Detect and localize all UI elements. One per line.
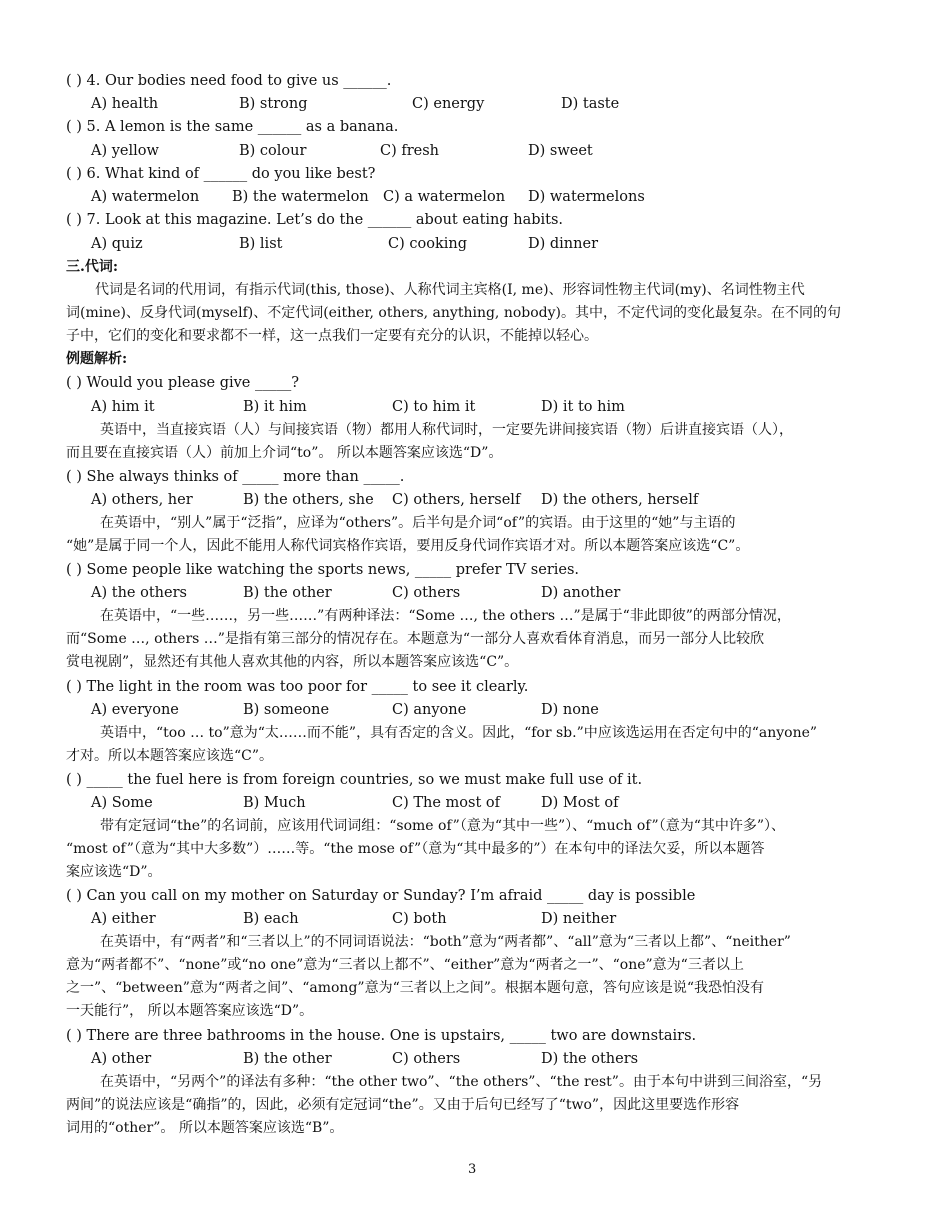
- example-7-option-a: A) other: [91, 1051, 152, 1067]
- question-7-option-b: B) list: [239, 236, 283, 252]
- example-2-option-d: D) the others, herself: [541, 492, 699, 508]
- example-5-explanation-2: “most of”（意为“其中大多数”）……等。“the mose of”（意为“其中最多的”）在本句中的译法欠妥，所以本题答: [66, 841, 765, 857]
- example-1-option-d: D) it to him: [541, 399, 625, 415]
- section-intro-line-1: 代词是名词的代用词，有指示代词(this, those)、人称代词主宾格(I, me)、形容词性物主代词(my)、名词性物主代: [95, 282, 805, 298]
- example-7-option-b: B) the other: [243, 1051, 332, 1067]
- example-2-option-a: A) others, her: [91, 492, 193, 508]
- example-1-option-c: C) to him it: [392, 399, 476, 415]
- example-6-option-c: C) both: [392, 911, 447, 927]
- question-5-option-c: C) fresh: [380, 143, 440, 159]
- question-6-option-c: C) a watermelon: [383, 189, 506, 205]
- example-heading: 例题解析:: [66, 351, 128, 367]
- question-4-option-a: A) health: [91, 96, 159, 112]
- example-3-explanation-1: 在英语中，“一些……，另一些……”有两种译法：“Some …, the others …”是属于“非此即彼”的两部分情况，: [100, 608, 791, 624]
- example-4-option-d: D) none: [541, 702, 599, 718]
- example-5-option-d: D) Most of: [541, 795, 619, 811]
- example-7-explanation-1: 在英语中，“另两个”的译法有多种：“the other two”、“the others”、“the rest”。由于本句中讲到三间浴室，“另: [100, 1074, 823, 1090]
- example-4-option-c: C) anyone: [392, 702, 467, 718]
- example-2-stem: ( ) She always thinks of _____ more than _____.: [66, 469, 405, 485]
- example-3-option-b: B) the other: [243, 585, 332, 601]
- example-6-option-b: B) each: [243, 911, 299, 927]
- question-6-option-a: A) watermelon: [91, 189, 200, 205]
- example-5-option-b: B) Much: [243, 795, 306, 811]
- example-4-explanation-2: 才对。所以本题答案应该选“C”。: [66, 748, 274, 764]
- example-4-stem: ( ) The light in the room was too poor for _____ to see it clearly.: [66, 679, 529, 695]
- question-7-option-a: A) quiz: [91, 236, 143, 252]
- example-6-stem: ( ) Can you call on my mother on Saturday or Sunday? I’m afraid _____ day is possible: [66, 888, 696, 904]
- question-5-option-a: A) yellow: [91, 143, 159, 159]
- question-7-option-d: D) dinner: [528, 236, 599, 252]
- section-intro-line-3: 子中，它们的变化和要求都不一样，这一点我们一定要有充分的认识，不能掉以轻心。: [66, 328, 598, 344]
- example-2-explanation-1: 在英语中，“别人”属于“泛指”，应译为“others”。后半句是介词“of”的宾语。由于这里的“她”与主语的: [100, 515, 736, 531]
- example-6-option-a: A) either: [91, 911, 156, 927]
- question-6-stem: ( ) 6. What kind of ______ do you like best?: [66, 166, 376, 182]
- example-5-explanation-3: 案应该选“D”。: [66, 864, 162, 880]
- example-4-option-b: B) someone: [243, 702, 330, 718]
- question-6-option-b: B) the watermelon: [232, 189, 369, 205]
- question-5-option-b: B) colour: [239, 143, 307, 159]
- example-3-option-c: C) others: [392, 585, 461, 601]
- section-intro-line-2: 词(mine)、反身代词(myself)、不定代词(either, others, anything, nobody)。其中，不定代词的变化最复杂。在不同的句: [66, 305, 841, 321]
- example-1-option-b: B) it him: [243, 399, 307, 415]
- example-7-option-c: C) others: [392, 1051, 461, 1067]
- question-4-option-b: B) strong: [239, 96, 308, 112]
- example-3-option-a: A) the others: [91, 585, 187, 601]
- question-5-option-d: D) sweet: [528, 143, 593, 159]
- example-7-explanation-3: 词用的“other”。 所以本题答案应该选“B”。: [66, 1120, 344, 1136]
- example-5-explanation-1: 带有定冠词“the”的名词前，应该用代词词组：“some of”（意为“其中一些”）、“much of”（意为“其中许多”）、: [100, 818, 786, 834]
- example-1-explanation-2: 而且要在直接宾语（人）前加上介词“to”。 所以本题答案应该选“D”。: [66, 445, 503, 461]
- example-3-stem: ( ) Some people like watching the sports news, _____ prefer TV series.: [66, 562, 580, 578]
- example-5-option-c: C) The most of: [392, 795, 501, 811]
- example-6-explanation-1: 在英语中，有“两者”和“三者以上”的不同词语说法：“both”意为“两者都”、“all”意为“三者以上都”、“neither”: [100, 934, 791, 950]
- example-6-explanation-2: 意为“两者都不”、“none”或“no one”意为“三者以上都不”、“either”意为“两者之一”、“one”意为“三者以上: [66, 957, 744, 973]
- section-title: 三.代词:: [66, 259, 119, 275]
- example-6-explanation-3: 之一”、“between”意为“两者之间”、“among”意为“三者以上之间”。根据本题句意，答句应该是说“我恐怕没有: [66, 980, 765, 996]
- example-1-explanation-1: 英语中，当直接宾语（人）与间接宾语（物）都用人称代词时，一定要先讲间接宾语（物）后讲直接宾语（人），: [100, 422, 793, 438]
- question-6-option-d: D) watermelons: [528, 189, 645, 205]
- example-5-option-a: A) Some: [91, 795, 153, 811]
- question-7-stem: ( ) 7. Look at this magazine. Let’s do the ______ about eating habits.: [66, 212, 564, 228]
- question-4-option-c: C) energy: [412, 96, 485, 112]
- example-4-explanation-1: 英语中，“too … to”意为“太……而不能”，具有否定的含义。因此，“for sb.”中应该选运用在否定句中的“anyone”: [100, 725, 818, 741]
- example-1-stem: ( ) Would you please give _____?: [66, 375, 300, 391]
- example-1-option-a: A) him it: [91, 399, 155, 415]
- example-2-option-c: C) others, herself: [392, 492, 521, 508]
- example-2-option-b: B) the others, she: [243, 492, 374, 508]
- example-6-option-d: D) neither: [541, 911, 617, 927]
- example-7-option-d: D) the others: [541, 1051, 639, 1067]
- example-3-explanation-3: 赏电视剧”，显然还有其他人喜欢其他的内容，所以本题答案应该选“C”。: [66, 654, 519, 670]
- example-4-option-a: A) everyone: [91, 702, 179, 718]
- question-7-option-c: C) cooking: [388, 236, 467, 252]
- question-5-stem: ( ) 5. A lemon is the same ______ as a banana.: [66, 119, 399, 135]
- page-number: 3: [468, 1162, 477, 1177]
- question-4-option-d: D) taste: [561, 96, 620, 112]
- example-5-stem: ( ) _____ the fuel here is from foreign countries, so we must make full use of it.: [66, 772, 643, 788]
- example-3-option-d: D) another: [541, 585, 621, 601]
- example-2-explanation-2: “她”是属于同一个人，因此不能用人称代词宾格作宾语，要用反身代词作宾语才对。所以本题答案应该选“C”。: [66, 538, 750, 554]
- example-7-explanation-2: 两间”的说法应该是“确指”的，因此，必须有定冠词“the”。又由于后句已经写了“two”，因此这里要选作形容: [66, 1097, 740, 1113]
- example-6-explanation-4: 一天能行”， 所以本题答案应该选“D”。: [66, 1003, 314, 1019]
- example-7-stem: ( ) There are three bathrooms in the house. One is upstairs, _____ two are downstairs.: [66, 1028, 697, 1044]
- question-4-stem: ( ) 4. Our bodies need food to give us ______.: [66, 73, 392, 89]
- example-3-explanation-2: 而“Some …, others …”是指有第三部分的情况存在。本题意为“一部分人喜欢看体育消息，而另一部分人比较欣: [66, 631, 765, 647]
